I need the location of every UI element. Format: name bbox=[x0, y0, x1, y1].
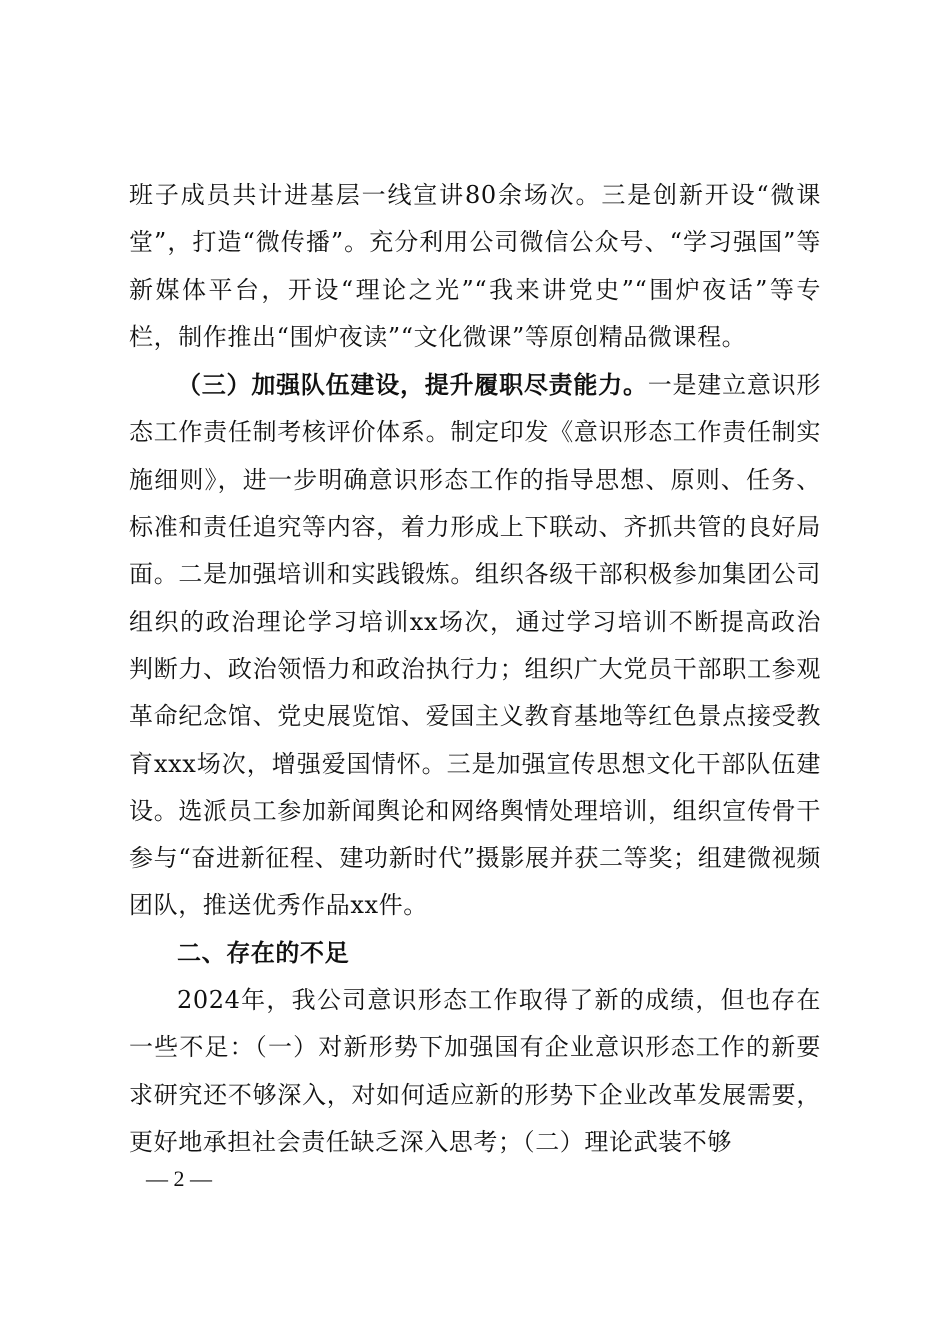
paragraph-continued: 班子成员共计进基层一线宣讲80余场次。三是创新开设“微课堂”，打造“微传播”。充分利用公司微信公众号、“学习强国”等新媒体平台，开设“理论之光”“我来讲党史”“围炉夜话”等专栏，制作推出“围炉夜读”“文化微课”等原创精品微课程。 bbox=[129, 181, 821, 351]
paragraph-shortcomings: 2024年，我公司意识形态工作取得了新的成绩，但也存在一些不足：（一）对新形势下加强国有企业意识形态工作的新要求研究还不够深入，对如何适应新的形势下企业改革发展需要，更好地承担社会责任缺乏深入思考；（二）理论武装不够 bbox=[129, 986, 821, 1156]
section-heading-shortcomings: 二、存在的不足 bbox=[177, 938, 350, 967]
paragraph-team-building-body: 一是建立意识形态工作责任制考核评价体系。制定印发《意识形态工作责任制实施细则》，进一步明确意识形态工作的指导思想、原则、任务、标准和责任追究等内容，着力形成上下联动、齐抓共管的良好局面。二是加强培训和实践锻炼。组织各级干部积极参加集团公司组织的政治理论学习培训xx场次，通过学习培训不断提高政治判断力、政治领悟力和政治执行力；组织广大党员干部职工参观革命纪念馆、党史展览馆、爱国主义教育基地等红色景点接受教育xxx场次，增强爱国情怀。三是加强宣传思想文化干部队伍建设。选派员工参加新闻舆论和网络舆情处理培训，组织宣传骨干参与“奋进新征程、建功新时代”摄影展并获二等奖；组建微视频团队，推送优秀作品xx件。 bbox=[129, 371, 822, 920]
page-number: — 2 — bbox=[146, 1166, 212, 1191]
paragraph-team-building bbox=[129, 361, 821, 930]
section-subheading: （三）加强队伍建设，提升履职尽责能力。 bbox=[177, 370, 648, 400]
body-text bbox=[129, 172, 821, 1166]
